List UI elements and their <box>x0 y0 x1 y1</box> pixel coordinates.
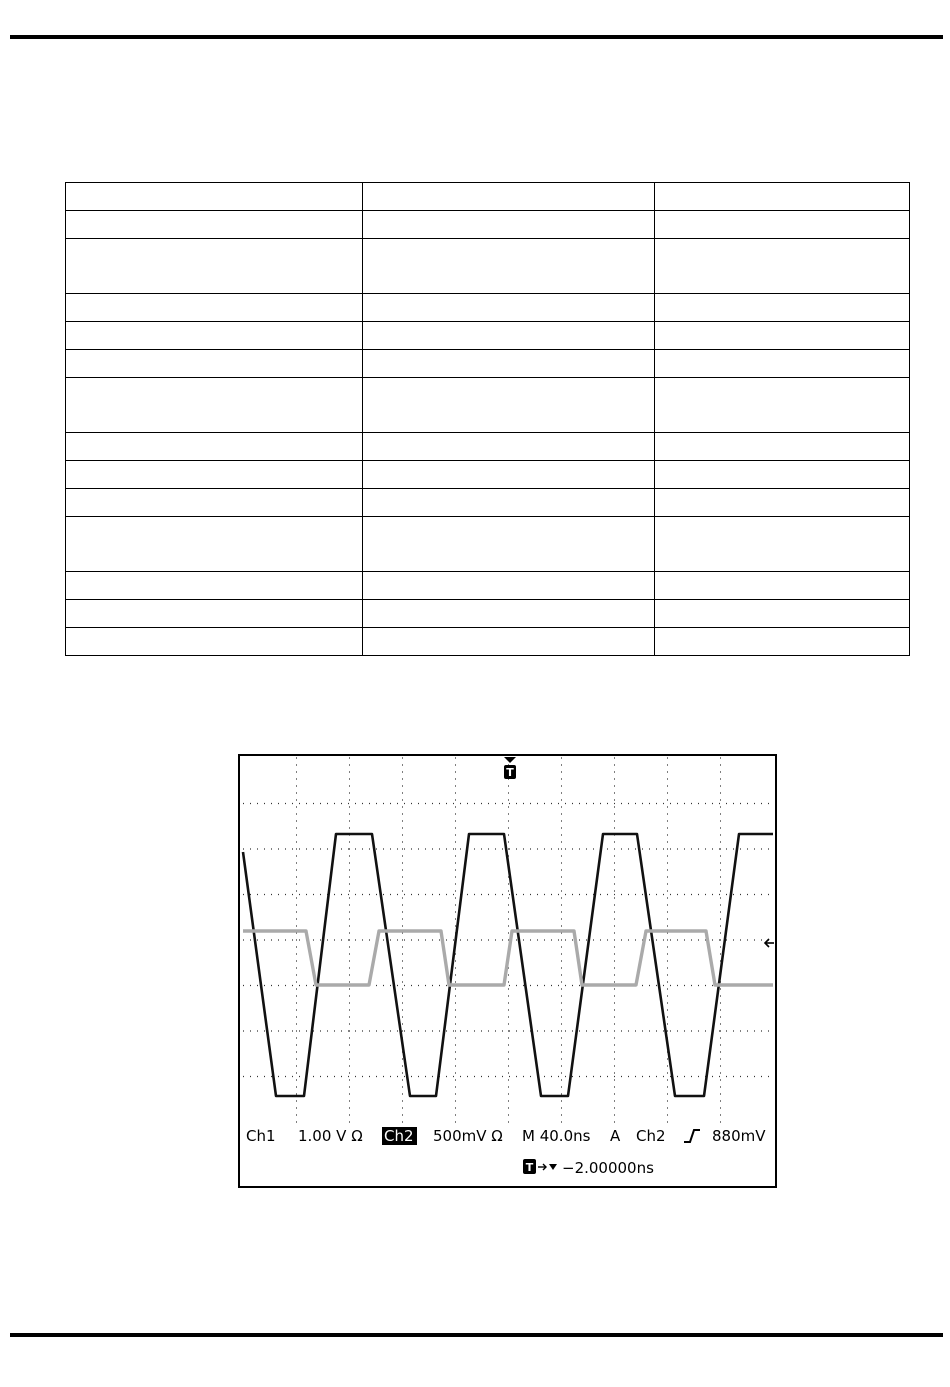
table-cell <box>655 517 910 572</box>
table-cell <box>66 433 363 461</box>
trigger-position: −2.00000ns <box>562 1159 654 1177</box>
table-cell <box>363 489 655 517</box>
table-cell <box>66 322 363 350</box>
table-cell <box>655 461 910 489</box>
table-cell <box>363 433 655 461</box>
table-row <box>66 600 910 628</box>
table-cell <box>655 294 910 322</box>
table-row <box>66 433 910 461</box>
table-cell <box>66 239 363 294</box>
trigger-source: Ch2 <box>636 1127 666 1145</box>
table-cell <box>655 572 910 600</box>
table-cell <box>363 350 655 378</box>
table-cell <box>655 183 910 211</box>
table-row <box>66 378 910 433</box>
table-cell <box>66 489 363 517</box>
table-cell <box>66 211 363 239</box>
table-cell <box>363 183 655 211</box>
table-cell <box>66 572 363 600</box>
table-cell <box>655 489 910 517</box>
svg-text:T: T <box>525 1161 534 1174</box>
top-rule <box>10 35 943 39</box>
table-cell <box>363 322 655 350</box>
table-row <box>66 183 910 211</box>
table-row <box>66 294 910 322</box>
table-row <box>66 489 910 517</box>
table-row <box>66 628 910 656</box>
table-cell <box>655 600 910 628</box>
trigger-mode: A <box>610 1127 621 1145</box>
table-cell <box>66 350 363 378</box>
table-cell <box>655 350 910 378</box>
trigger-level: 880mV <box>712 1127 766 1145</box>
table-cell <box>655 628 910 656</box>
table-cell <box>66 183 363 211</box>
ch1-scale: 1.00 V Ω <box>298 1127 363 1145</box>
table-cell <box>363 517 655 572</box>
table-row <box>66 350 910 378</box>
table-cell <box>363 294 655 322</box>
spec-table-body <box>66 183 910 656</box>
bottom-rule <box>10 1333 943 1337</box>
table-cell <box>655 211 910 239</box>
table-cell <box>66 600 363 628</box>
ch1-label: Ch1 <box>246 1127 276 1145</box>
table-cell <box>363 211 655 239</box>
table-cell <box>66 628 363 656</box>
table-cell <box>66 461 363 489</box>
table-cell <box>655 322 910 350</box>
table-row <box>66 239 910 294</box>
table-cell <box>363 572 655 600</box>
table-cell <box>66 294 363 322</box>
table-cell <box>66 378 363 433</box>
table-cell <box>655 378 910 433</box>
svg-text:T: T <box>506 766 514 779</box>
table-row <box>66 211 910 239</box>
timebase: M 40.0ns <box>522 1127 591 1145</box>
table-cell <box>363 600 655 628</box>
scope-screen <box>238 754 777 1188</box>
oscilloscope-capture <box>238 754 777 1188</box>
table-row <box>66 517 910 572</box>
table-cell <box>655 433 910 461</box>
spec-table <box>65 182 910 656</box>
table-cell <box>655 239 910 294</box>
table-cell <box>363 628 655 656</box>
table-row <box>66 572 910 600</box>
table-cell <box>363 378 655 433</box>
ch2-label: Ch2 <box>384 1127 414 1145</box>
ch2-scale: 500mV Ω <box>433 1127 503 1145</box>
table-row <box>66 461 910 489</box>
table-cell <box>363 239 655 294</box>
table-row <box>66 322 910 350</box>
table-cell <box>66 517 363 572</box>
table-cell <box>363 461 655 489</box>
